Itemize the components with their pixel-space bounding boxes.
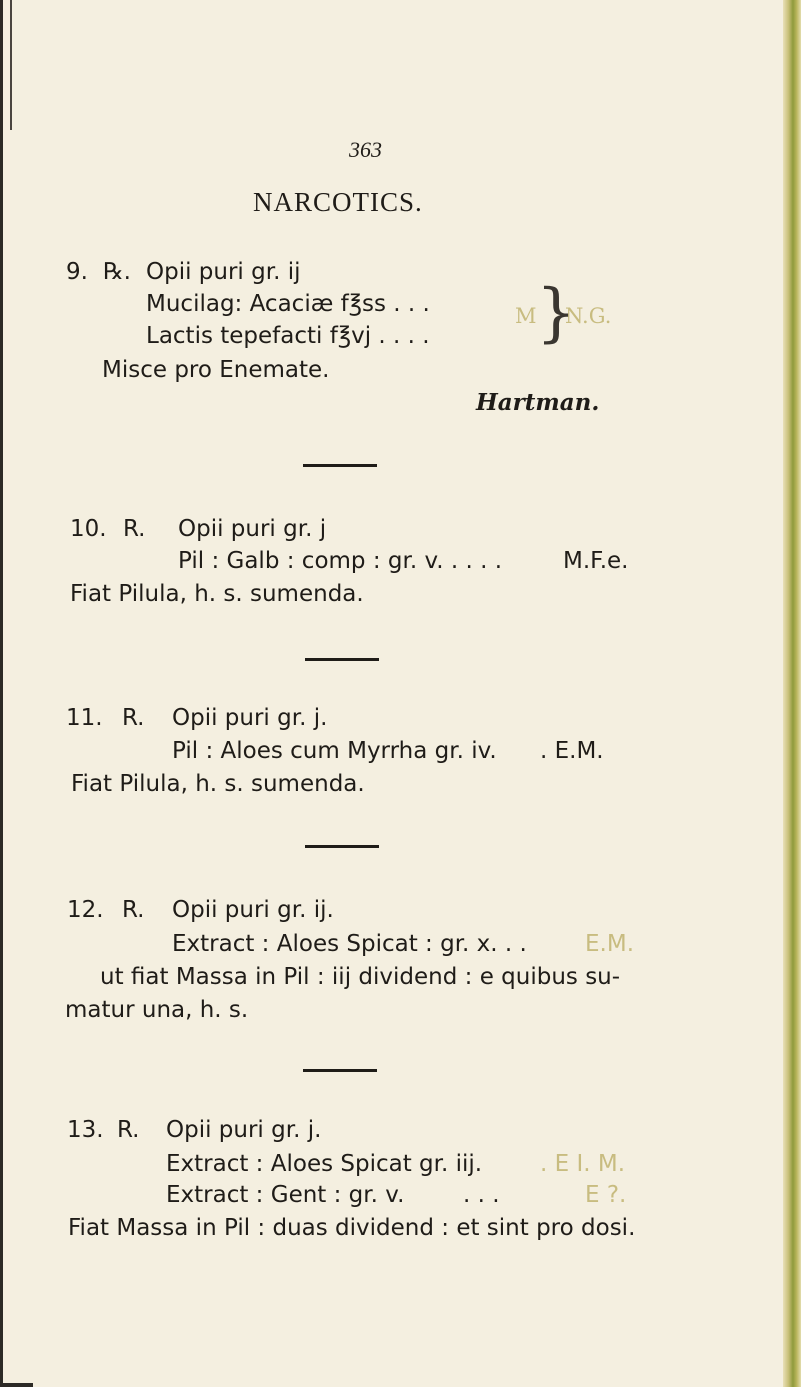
recipe-12-source: E.M. <box>585 931 634 957</box>
recipe-10-number: 10. <box>70 516 107 542</box>
section-heading: NARCOTICS. <box>253 187 423 217</box>
recipe-11-source: . E.M. <box>540 738 604 764</box>
recipe-9-rx-symbol: ℞. <box>103 259 131 285</box>
recipe-11-line-2: Pil : Aloes cum Myrrha gr. iv. <box>172 738 497 764</box>
recipe-9-source-right: N.G. <box>565 304 612 328</box>
recipe-13-line-4: Fiat Massa in Pil : duas dividend : et sint pro dosi. <box>68 1215 636 1241</box>
page-edge-right <box>783 0 801 1387</box>
recipe-13-number: 13. <box>67 1117 104 1143</box>
recipe-13-line-3-dots: . . . <box>463 1182 500 1208</box>
recipe-9-line-1: Opii puri gr. ij <box>146 259 301 285</box>
divider-rule <box>303 464 377 467</box>
recipe-9-line-2: Mucilag: Acaciæ f℥ss . . . <box>146 291 430 317</box>
recipe-9-number: 9. <box>66 259 88 285</box>
recipe-13-line-3: Extract : Gent : gr. v. <box>166 1182 405 1208</box>
page-edge-left-inner <box>10 0 12 130</box>
page-edge-left <box>0 0 3 1387</box>
recipe-12-line-3: ut fiat Massa in Pil : iij dividend : e quibus su- <box>100 964 621 990</box>
recipe-10-source: M.F.e. <box>563 548 629 574</box>
recipe-9-line-3: Lactis tepefacti f℥vj . . . . <box>146 323 430 349</box>
recipe-12-line-2: Extract : Aloes Spicat : gr. x. . . <box>172 931 527 957</box>
recipe-12-number: 12. <box>67 897 104 923</box>
recipe-10-line-1: Opii puri gr. j <box>178 516 327 542</box>
page-number: 363 <box>349 137 382 162</box>
recipe-9-author: Hartman. <box>476 389 600 416</box>
recipe-11-rx-symbol: R. <box>122 705 145 731</box>
recipe-12-line-4: matur una, h. s. <box>65 997 249 1023</box>
recipe-12-line-1: Opii puri gr. ij. <box>172 897 334 923</box>
page-edge-bottom <box>3 1383 33 1387</box>
recipe-10-line-3: Fiat Pilula, h. s. sumenda. <box>70 581 364 607</box>
recipe-9-line-4: Misce pro Enemate. <box>102 357 330 383</box>
recipe-13-line-1: Opii puri gr. j. <box>166 1117 322 1143</box>
recipe-11-line-3: Fiat Pilula, h. s. sumenda. <box>71 771 365 797</box>
recipe-10-rx-symbol: R. <box>123 516 146 542</box>
recipe-11-line-1: Opii puri gr. j. <box>172 705 328 731</box>
brace-icon: } <box>536 276 577 350</box>
recipe-13-source-1: . E I. M. <box>540 1151 626 1177</box>
recipe-12-rx-symbol: R. <box>122 897 145 923</box>
divider-rule <box>305 658 379 661</box>
recipe-11-number: 11. <box>66 705 103 731</box>
recipe-13-source-2: E ?. <box>585 1182 627 1208</box>
divider-rule <box>303 1069 377 1072</box>
recipe-13-rx-symbol: R. <box>117 1117 140 1143</box>
recipe-13-line-2: Extract : Aloes Spicat gr. iij. <box>166 1151 483 1177</box>
recipe-9-source-left: M <box>515 304 537 328</box>
divider-rule <box>305 845 379 848</box>
recipe-10-line-2: Pil : Galb : comp : gr. v. . . . . <box>178 548 503 574</box>
